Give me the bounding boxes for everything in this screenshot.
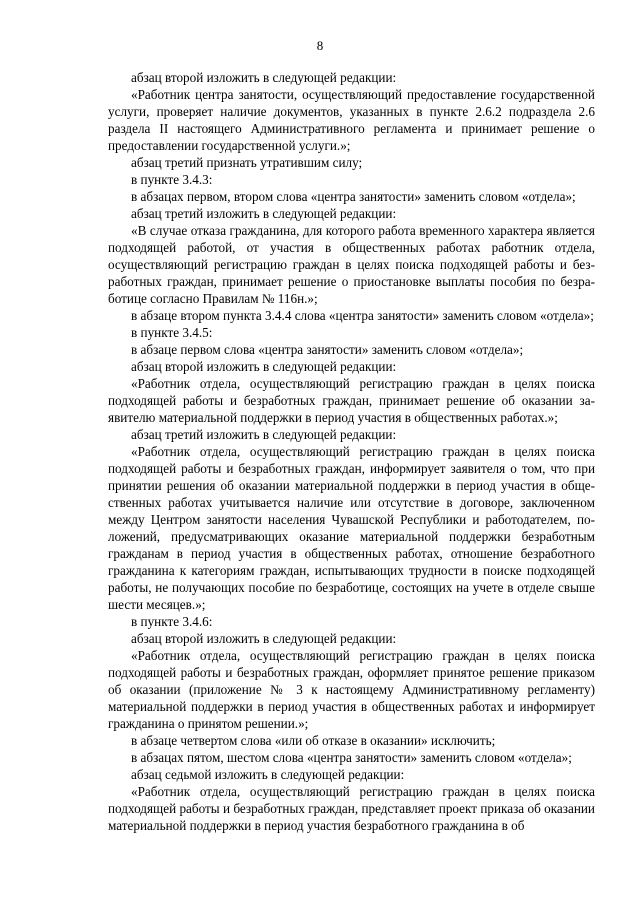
paragraph: в абзацах первом, втором слова «центра занятости» заменить словом «отдела»; — [131, 189, 576, 204]
paragraph: абзац седьмой изложить в следующей редакции: — [131, 767, 405, 782]
paragraph: абзац третий признать утратившим силу; — [131, 155, 363, 170]
paragraph: «В случае отказа гражданина, для которого работа временного характера является подходящей работой, от участия в общественных работах работник отдела, осуществляющий регистрацию граждан в целях поиска подходящей работы и безработных граждан, принимает решение о приостановке выплаты пособия по безработице согласно Правилам № 116н.»; — [108, 223, 595, 306]
paragraph: абзац второй изложить в следующей редакции: — [131, 359, 397, 374]
paragraph: в абзаце четвертом слова «или об отказе в оказании» исключить; — [131, 733, 496, 748]
paragraph: в абзацах пятом, шестом слова «центра занятости» заменить словом «отдела»; — [131, 750, 572, 765]
paragraph: абзац второй изложить в следующей редакции: — [131, 70, 397, 85]
paragraph: «Работник отдела, осуществляющий регистрацию граждан в целях поиска подходящей работы и безработных граждан, представляет проект приказа об оказании материальной поддержки в период участия безработного гражданина в об — [108, 784, 595, 833]
paragraph: в абзаце первом слова «центра занятости» заменить словом «отдела»; — [131, 342, 524, 357]
paragraph: «Работник центра занятости, осуществляющий предоставление государственной услуги, проверяет наличие документов, указанных в пункте 2.6.2 подраздела 2.6 раздела II настоящего Административного регламента и принимает решение о предоставлении государственной услуги.»; — [108, 87, 595, 153]
paragraph: «Работник отдела, осуществляющий регистрацию граждан в целях поиска подходящей работы и безработных граждан, оформляет принятое решение приказом об оказании (приложение № 3 к настоящему Административному регламенту) материальной поддержки в период участия в общественных работах и информирует гражданина о принятом решении.»; — [108, 648, 595, 731]
paragraph: в пункте 3.4.3: — [131, 172, 213, 187]
paragraph: абзац третий изложить в следующей редакции: — [131, 206, 397, 221]
paragraph: в абзаце втором пункта 3.4.4 слова «центра занятости» заменить словом «отдела»; — [131, 308, 594, 323]
paragraph: в пункте 3.4.6: — [131, 614, 213, 629]
paragraph: абзац второй изложить в следующей редакции: — [131, 631, 397, 646]
paragraph: «Работник отдела, осуществляющий регистрацию граждан в целях поиска подходящей работы и безработных граждан, принимает решение об оказании заявителю материальной поддержки в период участия в общественных работах.»; — [108, 376, 595, 425]
paragraph: абзац третий изложить в следующей редакции: — [131, 427, 397, 442]
document-body — [108, 69, 595, 834]
paragraph: «Работник отдела, осуществляющий регистрацию граждан в целях поиска подходящей работы и безработных граждан, информирует заявителя о том, что при принятии решения об оказании материальной поддержки в период участия в общественных работах учитывается наличие или отсутствие в договоре, заключенном между Центром занятости населения Чувашской Республики и работодателем, положений, предусматривающих оказание материальной поддержки безработным гражданам в период участия в общественных работах, отношение безработного гражданина к категориям граждан, испытывающих трудности в поиске подходящей работы, не получающих пособие по безработице, состоящих на учете в отделе свыше шести месяцев.»; — [108, 444, 595, 612]
paragraph: в пункте 3.4.5: — [131, 325, 213, 340]
page-number: 8 — [316, 38, 324, 53]
